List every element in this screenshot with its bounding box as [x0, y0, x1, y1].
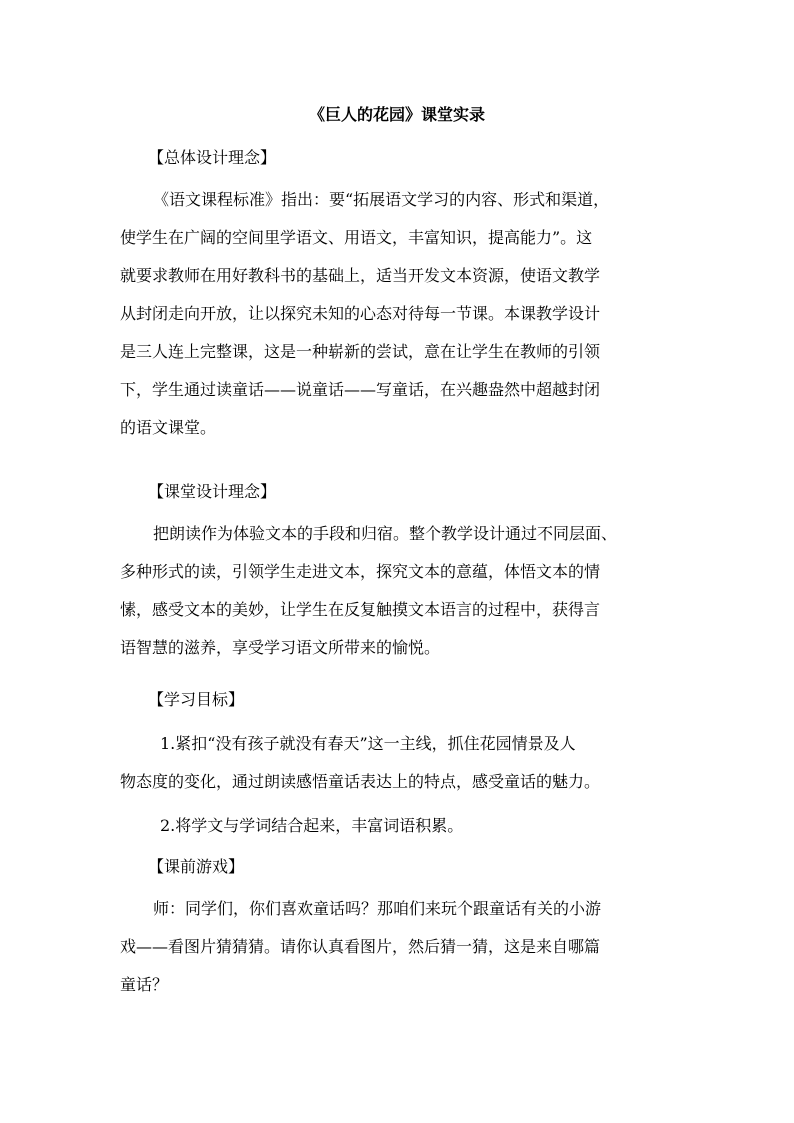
paragraph-line: 的语文课堂。: [120, 418, 217, 437]
paragraph-line: 下，学生通过读童话——说童话——写童话，在兴趣盎然中超越封闭: [120, 380, 601, 399]
paragraph-line: 童话？: [120, 975, 169, 994]
paragraph-line: 师：同学们，你们喜欢童话吗？那咱们来玩个跟童话有关的小游: [153, 899, 602, 918]
paragraph-classroom-design: [120, 515, 680, 667]
paragraph-line: 就要求教师在用好教科书的基础上，适当开发文本资源，使语文教学: [120, 266, 601, 285]
paragraph-line: 1.紧扣“没有孩子就没有春天”这一主线，抓住花园情景及人: [160, 734, 576, 753]
document-title: 《巨人的花园》课堂实录: [308, 105, 485, 124]
paragraph-line: 愫，感受文本的美妙，让学生在反复触摸文本语言的过程中，获得言: [120, 600, 601, 619]
paragraph-line: 《语文课程标准》指出：要“拓展语文学习的内容、形式和渠道，: [153, 190, 610, 209]
learning-goal-1: [120, 725, 680, 801]
section-heading-overall-design: 【总体设计理念】: [148, 148, 277, 167]
paragraph-line: 物态度的变化，通过朗读感悟童话表达上的特点，感受童话的魅力。: [120, 772, 601, 791]
section-heading-classroom-design: 【课堂设计理念】: [148, 482, 277, 501]
paragraph-line: 语智慧的滋养，享受学习语文所带来的愉悦。: [120, 638, 441, 657]
paragraph-line: 多种形式的读，引领学生走进文本，探究文本的意蕴，体悟文本的情: [120, 562, 601, 581]
paragraph-line: 把朗读作为体验文本的手段和归宿。整个教学设计通过不同层面、: [153, 524, 618, 543]
paragraph-line: 从封闭走向开放，让以探究未知的心态对待每一节课。本课教学设计: [120, 304, 601, 323]
learning-goal-2: [120, 807, 680, 845]
paragraph-line: 使学生在广阔的空间里学语文、用语文，丰富知识，提高能力”。这: [120, 228, 593, 247]
section-heading-pre-class-game: 【课前游戏】: [148, 857, 245, 876]
paragraph-pre-class-game: [120, 890, 680, 1004]
section-heading-learning-goals: 【学习目标】: [148, 690, 245, 709]
paragraph-line: 是三人连上完整课，这是一种崭新的尝试，意在让学生在教师的引领: [120, 342, 601, 361]
paragraph-overall-design: [120, 181, 680, 447]
paragraph-line: 戏——看图片猜猜猜。请你认真看图片，然后猜一猜，这是来自哪篇: [120, 937, 601, 956]
paragraph-line: 2.将学文与学词结合起来，丰富词语积累。: [160, 816, 464, 835]
